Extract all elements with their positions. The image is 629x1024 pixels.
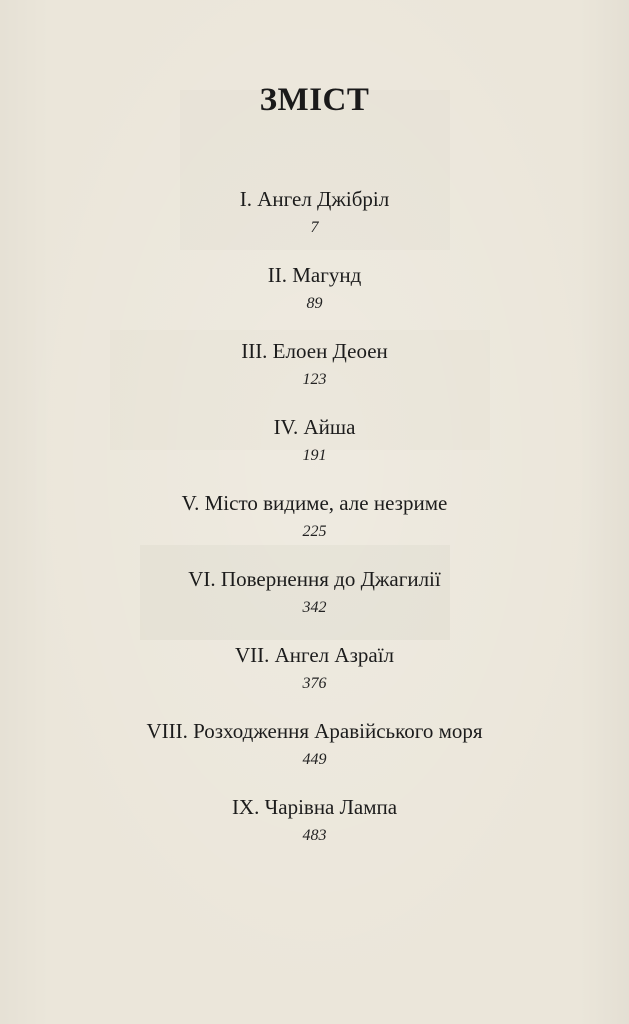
chapter-page-number: 225: [302, 523, 327, 540]
chapter-title: V. Місто видиме, але незриме: [181, 491, 448, 515]
chapter-page-number: 449: [302, 751, 327, 768]
chapter-title: IV. Айша: [273, 415, 356, 439]
chapter-page-number: 191: [302, 447, 327, 464]
toc-entry-5[interactable]: [0, 488, 629, 564]
chapter-page-number: 123: [302, 371, 327, 388]
table-of-contents: [0, 184, 629, 868]
toc-entry-1[interactable]: [0, 184, 629, 260]
toc-entry-7[interactable]: [0, 640, 629, 716]
chapter-title: VI. Повернення до Джагилії: [188, 567, 441, 591]
chapter-title: II. Магунд: [267, 263, 362, 287]
chapter-title: IX. Чарівна Лампа: [231, 795, 398, 819]
chapter-title: VIII. Розходження Аравійського моря: [146, 719, 483, 743]
chapter-title: I. Ангел Джібріл: [239, 187, 390, 211]
chapter-page-number: 7: [310, 219, 319, 236]
chapter-page-number: 376: [302, 675, 327, 692]
toc-entry-9[interactable]: [0, 792, 629, 868]
chapter-page-number: 89: [306, 295, 323, 312]
toc-entry-2[interactable]: [0, 260, 629, 336]
chapter-title: VII. Ангел Азраїл: [234, 643, 395, 667]
toc-entry-4[interactable]: [0, 412, 629, 488]
toc-entry-8[interactable]: [0, 716, 629, 792]
toc-entry-6[interactable]: [0, 564, 629, 640]
toc-entry-3[interactable]: [0, 336, 629, 412]
chapter-page-number: 342: [302, 599, 327, 616]
chapter-page-number: 483: [302, 827, 327, 844]
page-title: ЗМІСТ: [259, 82, 370, 119]
chapter-title: III. Елоен Деоен: [241, 339, 388, 363]
